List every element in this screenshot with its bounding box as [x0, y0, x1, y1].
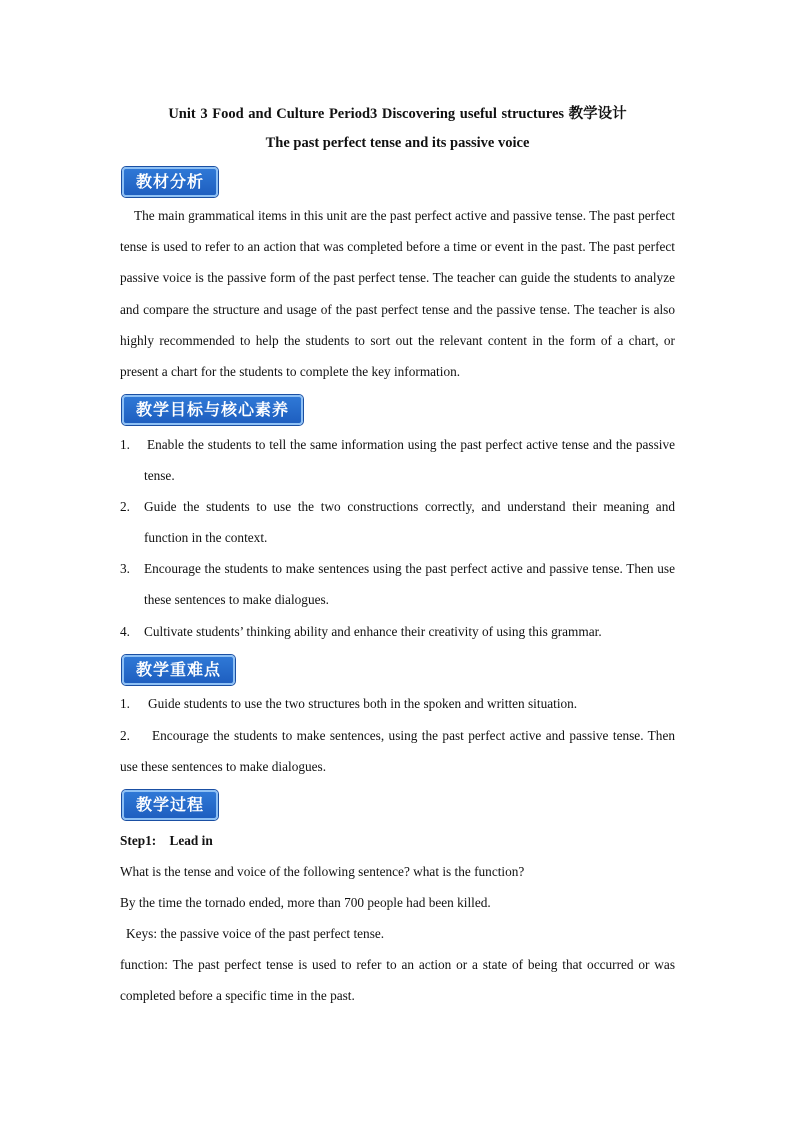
objective-text: Encourage the students to make sentences using the past perfect active and passive tense. Then use these sentences to make dialogues.	[144, 561, 675, 607]
objective-number: 3.	[120, 561, 130, 576]
section-badge-analysis: 教材分析	[122, 167, 218, 197]
step-heading	[120, 825, 675, 856]
section-badge-key-points: 教学重难点	[122, 655, 235, 685]
objective-item	[120, 429, 675, 491]
analysis-paragraph: The main grammatical items in this unit are the past perfect active and passive tense. The past perfect tense is used to refer to an action that was completed before a time or event in the past. The past perfect passive voice is the passive form of the past perfect tense. The teacher can guide the students to analyze and compare the structure and usage of the past perfect tense and the passive tense. The teacher is also highly recommended to help the students to sort out the relevant content in the form of a chart, or present a chart for the students to complete the key information.	[120, 208, 675, 380]
objective-number: 4.	[120, 624, 130, 639]
step-title: Lead in	[169, 833, 213, 848]
lead-in-question: What is the tense and voice of the following sentence? what is the function?	[120, 864, 525, 879]
objective-item	[120, 491, 675, 553]
objective-text: Guide the students to use the two constructions correctly, and understand their meaning and function in the context.	[144, 499, 675, 545]
document-title: Unit 3 Food and Culture Period3 Discovering useful structures 教学设计	[168, 106, 627, 122]
objective-item	[120, 553, 675, 615]
example-sentence: By the time the tornado ended, more than 700 people had been killed.	[120, 895, 491, 910]
key-point-item	[120, 688, 675, 719]
key-point-item	[120, 720, 675, 782]
objective-number: 1.	[120, 437, 130, 452]
function-paragraph: function: The past perfect tense is used to refer to an action or a state of being that occurred or was completed before a specific time in the past.	[120, 957, 675, 1004]
step-label: Step1:	[120, 833, 157, 848]
objective-text: Cultivate students’ thinking ability and enhance their creativity of using this grammar.	[144, 624, 602, 639]
key-point-number: 2.	[120, 728, 130, 743]
section-badge-objectives: 教学目标与核心素养	[122, 395, 303, 425]
key-point-number: 1.	[120, 696, 130, 711]
objective-text: Enable the students to tell the same information using the past perfect active tense and the passive tense.	[144, 437, 675, 483]
key-point-text: Guide students to use the two structures both in the spoken and written situation.	[148, 696, 578, 711]
document-subtitle: The past perfect tense and its passive voice	[265, 135, 530, 151]
keys-line: Keys: the passive voice of the past perfect tense.	[126, 926, 385, 941]
section-badge-process: 教学过程	[122, 790, 218, 820]
key-point-text: Encourage the students to make sentences, using the past perfect active and passive tense. Then use these sentences to make dialogues.	[120, 728, 676, 775]
objective-item	[120, 616, 675, 647]
objective-number: 2.	[120, 499, 130, 514]
